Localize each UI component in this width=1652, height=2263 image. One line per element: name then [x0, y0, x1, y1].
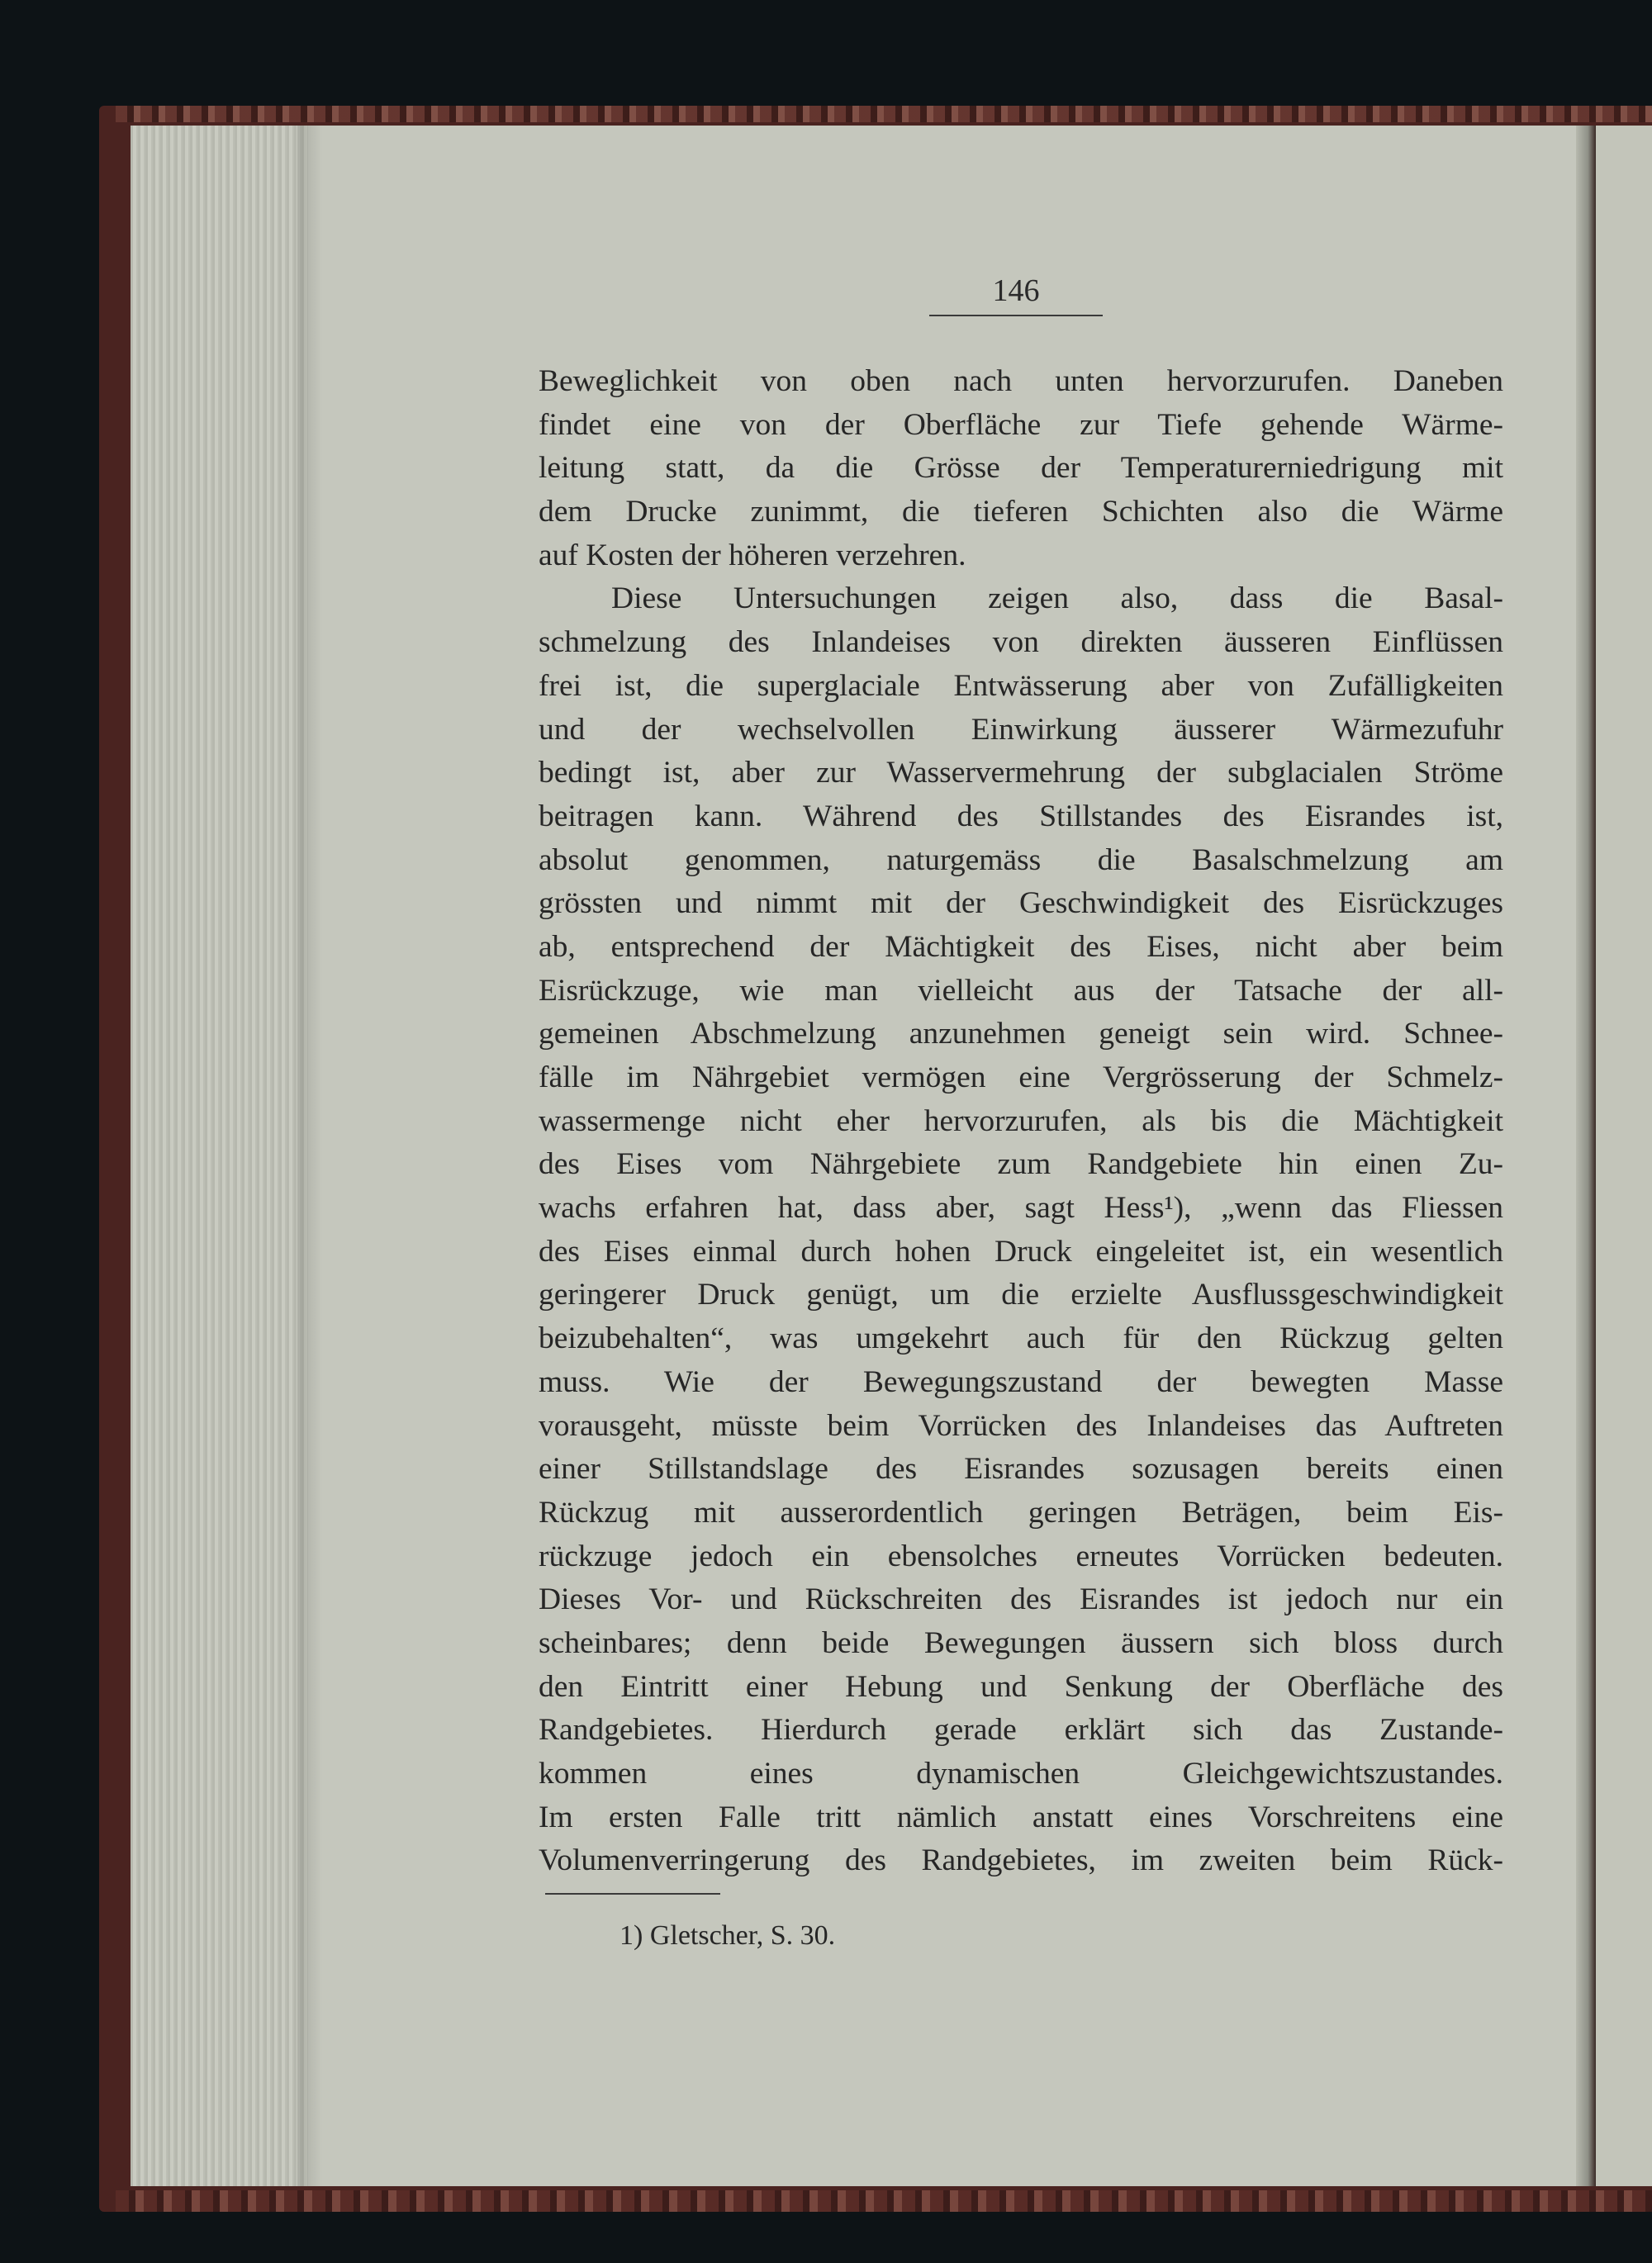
text-line: Volumenverringerung des Randgebietes, im zweiten beim Rück- — [539, 1843, 1503, 1878]
text-line: leitung statt, da die Grösse der Temperaturerniedrigung mit — [539, 451, 1503, 486]
text-line: frei ist, die superglaciale Entwässerung aber von Zufälligkeiten — [539, 668, 1503, 703]
text-line: des Eises vom Nährgebiete zum Randgebiete hin einen Zu- — [539, 1147, 1503, 1182]
text-line: Rückzug mit ausserordentlich geringen Beträgen, beim Eis- — [539, 1495, 1503, 1530]
text-line: beizubehalten“, was umgekehrt auch für den Rückzug gelten — [539, 1321, 1503, 1356]
page-number: 146 — [992, 273, 1040, 308]
text-line: auf Kosten der höheren verzehren. — [539, 538, 966, 572]
text-line: vorausgeht, müsste beim Vorrücken des Inlandeises das Auftreten — [539, 1408, 1503, 1443]
text-line: dem Drucke zunimmt, die tieferen Schichten also die Wärme — [539, 495, 1503, 529]
text-line: Im ersten Falle tritt nämlich anstatt eines Vorschreitens eine — [539, 1800, 1503, 1834]
text-line: geringerer Druck genügt, um die erzielte Ausflussgeschwindigkeit — [539, 1278, 1503, 1312]
cover-edge-top — [116, 106, 1652, 122]
text-line: muss. Wie der Bewegungszustand der bewegten Masse — [539, 1364, 1503, 1399]
text-line: Eisrückzuge, wie man vielleicht aus der Tatsache der all- — [539, 973, 1503, 1008]
text-line: grössten und nimmt mit der Geschwindigkeit des Eisrückzuges — [539, 886, 1503, 921]
text-line: schmelzung des Inlandeises von direkten äusseren Einflüssen — [539, 625, 1503, 660]
text-line: einer Stillstandslage des Eisrandes sozusagen bereits einen — [539, 1452, 1503, 1487]
text-line: gemeinen Abschmelzung anzunehmen geneigt sein wird. Schnee- — [539, 1017, 1503, 1051]
text-line: den Eintritt einer Hebung und Senkung der Oberfläche des — [539, 1669, 1503, 1704]
text-line: kommen eines dynamischen Gleichgewichtszustandes. — [539, 1757, 1503, 1791]
page-number-rule — [929, 315, 1103, 316]
page-edges — [131, 126, 308, 2186]
footnote-rule — [545, 1893, 720, 1895]
text-line: rückzuge jedoch ein ebensolches erneutes Vorrücken bedeuten. — [539, 1539, 1503, 1573]
text-line: Dieses Vor- und Rückschreiten des Eisrandes ist jedoch nur ein — [539, 1582, 1503, 1617]
text-line: wassermenge nicht eher hervorzurufen, als bis die Mächtigkeit — [539, 1103, 1503, 1138]
text-line: Randgebietes. Hierdurch gerade erklärt sich das Zustande- — [539, 1713, 1503, 1748]
text-line: fälle im Nährgebiet vermögen eine Vergrösserung der Schmelz- — [539, 1060, 1503, 1094]
text-line: wachs erfahren hat, dass aber, sagt Hess¹), „wenn das Fliessen — [539, 1191, 1503, 1226]
text-line: Beweglichkeit von oben nach unten hervorzurufen. Daneben — [539, 364, 1503, 398]
text-line: und der wechselvollen Einwirkung äusserer Wärmezufuhr — [539, 712, 1503, 747]
text-line: absolut genommen, naturgemäss die Basalschmelzung am — [539, 842, 1503, 877]
text-line: des Eises einmal durch hohen Druck eingeleitet ist, ein wesentlich — [539, 1234, 1503, 1269]
text-line: scheinbares; denn beide Bewegungen äussern sich bloss durch — [539, 1625, 1503, 1660]
text-line: findet eine von der Oberfläche zur Tiefe gehende Wärme- — [539, 407, 1503, 442]
body-text — [539, 360, 1503, 1883]
footnote: 1) Gletscher, S. 30. — [620, 1920, 836, 1951]
text-line: bedingt ist, aber zur Wasservermehrung der subglacialen Ströme — [539, 756, 1503, 790]
cover-edge-bottom — [116, 2190, 1652, 2212]
text-line: beitragen kann. Während des Stillstandes des Eisrandes ist, — [539, 799, 1503, 833]
text-line: Diese Untersuchungen zeigen also, dass die Basal- — [611, 581, 1503, 616]
page-edge-shadow — [297, 126, 322, 2186]
text-line: ab, entsprechend der Mächtigkeit des Eises, nicht aber beim — [539, 929, 1503, 964]
facing-page-edge — [1596, 126, 1652, 2186]
book-gutter — [1576, 126, 1596, 2186]
